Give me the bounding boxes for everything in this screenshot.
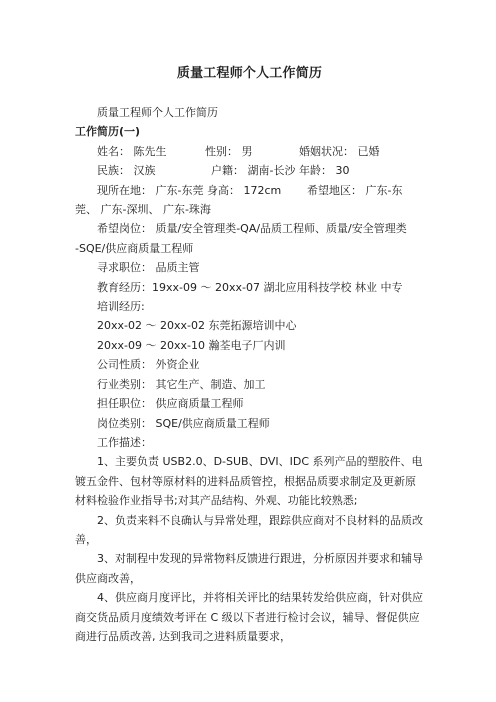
personal-row-1 — [75, 142, 424, 161]
seeking-position: 寻求职位： 品质主管 — [97, 261, 200, 275]
gender-field: 性别： 男 — [205, 144, 253, 158]
work-description-heading: 工作描述： — [97, 435, 152, 449]
company-nature: 公司性质： 外资企业 — [97, 358, 200, 372]
industry: 行业类别： 其它生产、制造、加工 — [97, 377, 266, 391]
work-description-item: 1、主要负责 USB2.0、D-SUB、DVI、IDC 系列产品的塑胶件、电镀五金件、包材等原材料的进料品质管控，根据品质要求制定及更新原材料检验作业指导书;对其产品结构、外观、功能比较熟悉; — [75, 455, 423, 508]
position-held: 担任职位： 供应商质量工程师 — [97, 397, 244, 411]
education: 教育经历：19xx-09 ～ 20xx-07 湖北应用科技学校 林业 中专 — [97, 280, 403, 294]
training-item: 20xx-09 ～ 20xx-10 瀚荃电子厂内训 — [97, 338, 286, 352]
section-heading: 工作简历(一) — [75, 125, 141, 139]
work-description-item: 2、负责来料不良确认与异常处理，跟踪供应商对不良材料的品质改善， — [75, 513, 423, 546]
document-subtitle: 质量工程师个人工作简历 — [97, 106, 218, 119]
training-heading: 培训经历: — [97, 300, 145, 314]
hukou-field: 户籍： 湖南-长沙 — [211, 164, 296, 178]
age-field: 年龄： 30 — [299, 164, 350, 178]
marital-field: 婚姻状况： 已婚 — [299, 144, 380, 158]
desired-area-field: 希望地区： 广东-东 — [307, 183, 403, 197]
work-description-item: 4、供应商月度评比，并将相关评比的结果转发给供应商，针对供应商交货品质月度绩效考评在 C 级以下者进行检讨会议，辅导、督促供应商进行品质改善, 达到我司之进料质量要求， — [75, 591, 423, 643]
name-field: 姓名： 陈先生 — [97, 144, 167, 158]
ethnicity-field: 民族： 汉族 — [97, 164, 156, 178]
training-item: 20xx-02 ～ 20xx-02 东莞拓源培训中心 — [97, 319, 297, 333]
desired-position-continued: -SQE/供应商质量工程师 — [75, 241, 194, 255]
personal-row-3 — [75, 181, 424, 200]
personal-row-2 — [75, 161, 424, 180]
position-category: 岗位类别： SQE/供应商质量工程师 — [97, 416, 270, 430]
desired-position: 希望岗位： 质量/安全管理类-QA/品质工程师、质量/安全管理类 — [97, 222, 407, 236]
work-description-item: 3、对制程中发现的异常物料反馈进行跟进，分析原因并要求和辅导供应商改善， — [75, 552, 423, 585]
document-title: 质量工程师个人工作简历 — [176, 66, 323, 81]
desired-area-continued: 莞、 广东-深圳、 广东-珠海 — [75, 203, 211, 217]
location-field: 现所在地： 广东-东莞 — [97, 183, 204, 197]
height-field: 身高： 172cm — [207, 183, 282, 197]
